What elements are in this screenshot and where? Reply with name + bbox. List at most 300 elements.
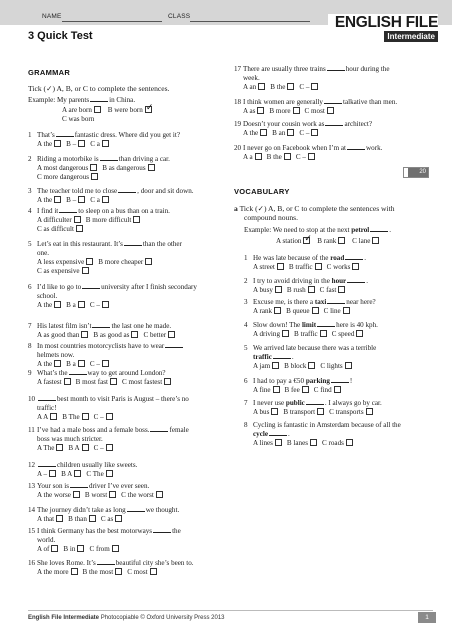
answer-blank: [306, 399, 324, 405]
question-text: I had to pay a €50: [253, 377, 305, 385]
vocab-question-line: [244, 421, 401, 430]
answer-blank: [273, 353, 291, 359]
vocabulary-instruction: [234, 204, 395, 213]
options-row: [37, 164, 160, 173]
option-a: A difficulter: [37, 216, 72, 224]
option-c: C find: [313, 386, 332, 394]
checkbox-c[interactable]: [334, 386, 341, 393]
question-line: [37, 351, 74, 360]
options-row: [37, 444, 118, 453]
question-text: I never go on Facebook when I’m at: [243, 144, 347, 152]
checkbox-b[interactable]: [78, 301, 85, 308]
option-b: B rush: [286, 286, 306, 294]
question-text-after: .: [287, 430, 290, 438]
checkbox-b[interactable]: [320, 330, 327, 337]
checkbox-a[interactable]: [54, 140, 61, 147]
checkbox-c[interactable]: [352, 263, 359, 270]
answer-blank: [347, 277, 365, 283]
checkbox-a[interactable]: [275, 286, 282, 293]
question-text: We arrived late because there was a terrible: [253, 344, 377, 352]
question-line: [37, 536, 55, 545]
question-number: 6: [28, 283, 32, 291]
question-text: traffic!: [37, 404, 57, 412]
options-row: [37, 301, 114, 310]
option-b: B A: [61, 470, 73, 478]
checkbox-c[interactable]: [168, 331, 175, 338]
instruction-line-1: Tick (✓) A, B, or C to complete the sentences with: [239, 204, 395, 213]
checkbox-b[interactable]: [308, 362, 315, 369]
option-b: B than: [68, 515, 87, 523]
question-line: [28, 283, 197, 292]
checkbox-c[interactable]: [115, 515, 122, 522]
question-text-after: to sleep on a bus than on a train.: [78, 207, 170, 215]
checkbox-a[interactable]: [86, 258, 93, 265]
question-text: school.: [37, 292, 58, 300]
question-text: I think women are generally: [243, 98, 323, 106]
checkbox-a[interactable]: [54, 196, 61, 203]
options-row: [253, 408, 378, 417]
question-text: one.: [37, 249, 50, 257]
question-text-after: near here?: [346, 298, 376, 306]
score-box: 20: [408, 168, 428, 177]
option-c: C from: [89, 545, 110, 553]
options-row: [37, 216, 145, 225]
option-c: C most: [127, 568, 148, 576]
answer-blank: [269, 430, 287, 436]
option-c: C better: [143, 331, 167, 339]
option-a: A fine: [253, 386, 271, 394]
option-b: B –: [66, 196, 77, 204]
question-text: The journey didn’t take as long: [37, 506, 126, 514]
checkbox-b[interactable]: [310, 439, 317, 446]
question-line: [234, 98, 397, 107]
option-b: B worst: [84, 491, 108, 499]
question-line: [28, 527, 181, 536]
option-a: A jam: [253, 362, 271, 370]
question-number: 6: [244, 377, 248, 385]
question-text-after: beautiful city she’s been to.: [115, 559, 194, 567]
checkbox-c[interactable]: [311, 83, 318, 90]
question-text-after: . I always go by car.: [324, 399, 382, 407]
option-c: C was born: [62, 115, 95, 123]
checkbox-a[interactable]: [94, 106, 101, 113]
grammar-example-option-c: [62, 115, 108, 124]
checkbox-c[interactable]: [356, 330, 363, 337]
question-text-after: talkative than men.: [342, 98, 398, 106]
options-row: [37, 258, 157, 267]
checkbox-b[interactable]: [82, 444, 89, 451]
option-a: A The: [37, 444, 55, 452]
checkbox-c[interactable]: [102, 196, 109, 203]
checkbox-b[interactable]: [133, 216, 140, 223]
checkbox-a[interactable]: [271, 408, 278, 415]
question-text: helmets now.: [37, 351, 75, 359]
checkbox-a[interactable]: [64, 378, 71, 385]
grammar-example: [28, 96, 135, 105]
question-line: [28, 426, 189, 435]
checkbox-b[interactable]: [287, 129, 294, 136]
options-row: [253, 307, 355, 316]
checkbox-b[interactable]: [284, 153, 291, 160]
option-c: C roads: [322, 439, 344, 447]
question-number: 11: [28, 426, 35, 434]
checkbox-c[interactable]: [91, 173, 98, 180]
checkbox-b[interactable]: [110, 378, 117, 385]
option-b: B a: [66, 301, 76, 309]
option-b: B more: [269, 107, 291, 115]
checkbox-b[interactable]: [293, 107, 300, 114]
answer-blank: [127, 506, 145, 512]
checkbox-c[interactable]: [311, 129, 318, 136]
checkbox-c[interactable]: [102, 140, 109, 147]
question-text-after: children usually like sweets.: [57, 461, 138, 469]
option-b: B traffic: [288, 263, 313, 271]
option-c: C –: [295, 153, 306, 161]
answer-blank: [150, 426, 168, 432]
checkbox-a[interactable]: [90, 164, 97, 171]
compound-first-word: limit: [301, 321, 317, 329]
question-text-after: the: [172, 527, 181, 535]
question-number: 8: [244, 421, 248, 429]
option-a: A an: [243, 83, 257, 91]
question-number: 14: [28, 506, 36, 514]
vocab-question-line: [244, 277, 368, 286]
option-b: B more difficult: [85, 216, 132, 224]
option-c: C line: [323, 307, 341, 315]
options-row: [253, 263, 364, 272]
option-c: C as expensive: [37, 267, 80, 275]
options-row: [37, 378, 176, 387]
question-line: [28, 342, 184, 351]
option-a: A the: [37, 140, 53, 148]
checkbox-c[interactable]: [366, 408, 373, 415]
option-c: C most fastest: [121, 378, 163, 386]
option-a: A fastest: [37, 378, 62, 386]
checkbox-a[interactable]: [54, 301, 61, 308]
question-text-after: !: [349, 377, 353, 385]
compound-first-word: parking: [305, 377, 330, 385]
question-text: What’s the: [37, 369, 68, 377]
option-c: C as difficult: [37, 225, 74, 233]
question-text: He was late because of the: [253, 254, 329, 262]
checkbox-b[interactable]: [109, 491, 116, 498]
option-a: A that: [37, 515, 55, 523]
page-number: 1: [418, 612, 436, 623]
checkbox-b[interactable]: [89, 515, 96, 522]
answer-blank: [331, 377, 349, 383]
checkbox-b[interactable]: [287, 83, 294, 90]
checkbox-b[interactable]: [115, 568, 122, 575]
vocab-question-line: [244, 399, 382, 408]
question-text-after: than driving a car.: [118, 155, 170, 163]
question-number: 9: [28, 369, 32, 377]
checkbox-b[interactable]: [77, 545, 84, 552]
option-c: C a: [90, 140, 100, 148]
checkbox-b[interactable]: [315, 263, 322, 270]
option-b: B an: [272, 129, 286, 137]
checkbox-b[interactable]: [312, 307, 319, 314]
question-line: [28, 482, 149, 491]
vocabulary-example: Example: We need to stop at the next petrol .: [244, 226, 392, 234]
example-text: My parents: [56, 96, 90, 104]
option-c: C more dangerous: [37, 173, 90, 181]
options-row: [253, 439, 358, 448]
checkbox-a[interactable]: [71, 568, 78, 575]
question-number: 2: [244, 277, 248, 285]
question-line: [37, 435, 103, 444]
vocab-question-line-2: [253, 353, 294, 362]
option-a: A A: [37, 413, 49, 421]
checkbox-b[interactable]: [338, 237, 345, 244]
footer-divider: [28, 610, 433, 611]
question-text: Let’s eat in this restaurant. It’s: [37, 240, 123, 248]
checkbox-c[interactable]: [106, 470, 113, 477]
checkbox-a[interactable]: [73, 491, 80, 498]
checkbox-a[interactable]: [282, 330, 289, 337]
option-b: B as good as: [93, 331, 130, 339]
option-a: A rank: [253, 307, 273, 315]
checkbox-c[interactable]: [106, 413, 113, 420]
question-text-after: than the other: [142, 240, 182, 248]
question-text: Your son is: [37, 482, 70, 490]
option-b: B A: [68, 444, 80, 452]
options-row: [253, 386, 346, 395]
footer-copyright: Photocopiable © Oxford University Press 2013: [100, 615, 225, 621]
answer-blank: [327, 65, 345, 71]
question-number: 16: [28, 559, 36, 567]
option-c: C –: [93, 444, 104, 452]
checkbox-b[interactable]: [308, 286, 315, 293]
option-a: A as good than: [37, 331, 80, 339]
checkbox-c[interactable]: [82, 267, 89, 274]
question-text-after: driver I’ve ever seen.: [89, 482, 150, 490]
checkbox-b[interactable]: [317, 408, 324, 415]
question-line: [234, 120, 372, 129]
option-a: A of: [37, 545, 50, 553]
checkbox-a[interactable]: [257, 107, 264, 114]
vocabulary-example-options: [276, 237, 384, 246]
question-line: [28, 461, 137, 470]
checkbox-c[interactable]: [372, 237, 379, 244]
option-c: C The: [86, 470, 104, 478]
checkbox-a[interactable]: [49, 470, 56, 477]
option-a: A busy: [253, 286, 273, 294]
checkbox-b[interactable]: [131, 331, 138, 338]
options-row: [37, 196, 114, 205]
answer-blank: [97, 559, 115, 565]
question-number: 20: [234, 144, 242, 152]
answer-blank: [345, 254, 363, 260]
question-line: [28, 322, 171, 331]
checkbox-b-ticked[interactable]: [145, 106, 152, 113]
grammar-heading: GRAMMAR: [28, 68, 71, 77]
options-row: [37, 515, 127, 524]
options-row: [37, 545, 124, 554]
question-number: 1: [244, 254, 248, 262]
option-c: C as: [100, 515, 114, 523]
checkbox-a[interactable]: [273, 386, 280, 393]
vocab-question-line: [244, 377, 352, 386]
question-line: [243, 74, 260, 83]
question-number: 5: [244, 344, 248, 352]
checkbox-b[interactable]: [78, 360, 85, 367]
question-text: She loves Rome. It’s: [37, 559, 96, 567]
option-a: A bus: [253, 408, 270, 416]
option-c: C a: [90, 196, 100, 204]
checkbox-b[interactable]: [145, 258, 152, 265]
checkbox-b[interactable]: [78, 196, 85, 203]
option-c: C transports: [329, 408, 364, 416]
checkbox-a[interactable]: [56, 444, 63, 451]
checkbox-c[interactable]: [164, 378, 171, 385]
checkbox-c[interactable]: [76, 225, 83, 232]
name-label: NAME: [42, 13, 62, 20]
checkbox-a[interactable]: [74, 216, 81, 223]
answer-blank: [317, 321, 335, 327]
option-c: C lights: [320, 362, 343, 370]
option-a: A street: [253, 263, 275, 271]
vocabulary-instruction-2: compound nouns.: [244, 213, 298, 222]
question-text-after: female: [169, 426, 189, 434]
brand-logo: [328, 14, 438, 44]
question-text: Slow down! The: [253, 321, 301, 329]
question-text-after: university after I finish secondary: [101, 283, 197, 291]
name-field-line: [62, 21, 162, 22]
options-row: [37, 140, 114, 149]
checkbox-b[interactable]: [78, 140, 85, 147]
checkbox-c[interactable]: [112, 545, 119, 552]
checkbox-a[interactable]: [260, 129, 267, 136]
checkbox-a-ticked[interactable]: [303, 237, 310, 244]
question-text: His latest film isn’t: [37, 322, 92, 330]
options-row: [37, 470, 118, 479]
answer-blank: [38, 395, 56, 401]
question-number: 2: [28, 155, 32, 163]
question-text: There are usually three trains: [243, 65, 326, 73]
checkbox-a[interactable]: [272, 362, 279, 369]
option-b: B –: [66, 140, 77, 148]
question-line: [37, 404, 57, 413]
checkbox-a[interactable]: [274, 307, 281, 314]
checkbox-c[interactable]: [102, 360, 109, 367]
question-text-after: the last one he made.: [111, 322, 172, 330]
checkbox-c[interactable]: [345, 362, 352, 369]
checkbox-b[interactable]: [82, 413, 89, 420]
options-row: [253, 362, 357, 371]
option-b: B the: [270, 83, 286, 91]
option-c: C –: [299, 129, 310, 137]
compound-first-word: taxi: [314, 298, 327, 306]
checkbox-b[interactable]: [74, 470, 81, 477]
brand-title: ENGLISH FILE: [334, 14, 438, 31]
question-number: 7: [28, 322, 32, 330]
question-number: 4: [28, 207, 32, 215]
question-text: I think Germany has the best motorways: [37, 527, 153, 535]
checkbox-c[interactable]: [327, 107, 334, 114]
checkbox-a[interactable]: [81, 331, 88, 338]
question-number: 5: [28, 240, 32, 248]
checkbox-a[interactable]: [51, 545, 58, 552]
question-text: That’s: [37, 131, 55, 139]
checkbox-c[interactable]: [346, 439, 353, 446]
option-a: A a: [243, 153, 253, 161]
option-b: B as dangerous: [102, 164, 146, 172]
checkbox-c[interactable]: [338, 286, 345, 293]
option-a: A the more: [37, 568, 69, 576]
option-a: A the worse: [37, 491, 71, 499]
option-b: B transport: [283, 408, 316, 416]
question-number: 1: [28, 131, 32, 139]
question-line: [28, 187, 194, 196]
option-b: B rank: [317, 237, 337, 245]
checkbox-c[interactable]: [308, 153, 315, 160]
checkbox-a[interactable]: [56, 515, 63, 522]
part-letter: a: [234, 204, 238, 213]
footer-book: English File Intermediate: [28, 615, 100, 621]
checkbox-b[interactable]: [302, 386, 309, 393]
answer-blank: [153, 527, 171, 533]
brand-level: Intermediate: [384, 31, 438, 42]
compound-first-word: traffic: [253, 353, 272, 361]
example-text-after: in China.: [109, 96, 136, 104]
option-c: C –: [89, 360, 100, 368]
checkbox-b[interactable]: [148, 164, 155, 171]
question-line: [28, 131, 180, 140]
footer: [28, 615, 225, 621]
compound-first-word: hour: [331, 277, 347, 285]
question-text-after: work.: [366, 144, 383, 152]
question-text-after: here is 40 kph.: [336, 321, 378, 329]
checkbox-a[interactable]: [50, 413, 57, 420]
checkbox-c[interactable]: [106, 444, 113, 451]
example-text: We need to stop at the next: [272, 226, 350, 234]
checkbox-c[interactable]: [343, 307, 350, 314]
question-line: [37, 292, 57, 301]
question-number: 13: [28, 482, 36, 490]
question-number: 8: [28, 342, 32, 350]
option-b: B lanes: [286, 439, 308, 447]
checkbox-c[interactable]: [156, 491, 163, 498]
checkbox-a[interactable]: [258, 83, 265, 90]
question-line: [28, 155, 170, 164]
option-b: B fee: [284, 386, 300, 394]
question-text-after: way to get around London?: [87, 369, 166, 377]
checkbox-a[interactable]: [255, 153, 262, 160]
checkbox-c[interactable]: [102, 301, 109, 308]
question-text-after: we thought.: [145, 506, 180, 514]
question-number: 18: [234, 98, 242, 106]
question-number: 10: [28, 395, 36, 403]
answer-blank: [165, 342, 183, 348]
checkbox-a[interactable]: [54, 360, 61, 367]
question-text-after: , door and sit down.: [137, 187, 194, 195]
options-row: [243, 83, 323, 92]
checkbox-c[interactable]: [150, 568, 157, 575]
answer-blank: [325, 120, 343, 126]
question-text: I’d like to go to: [37, 283, 82, 291]
question-text-after: architect?: [344, 120, 373, 128]
question-number: 4: [244, 321, 248, 329]
options-row: [37, 173, 103, 182]
checkbox-a[interactable]: [275, 439, 282, 446]
option-c: C the worst: [121, 491, 154, 499]
checkbox-a[interactable]: [277, 263, 284, 270]
question-number: 7: [244, 399, 248, 407]
question-text: I find it: [37, 207, 59, 215]
answer-blank: [124, 240, 142, 246]
question-text: I try to avoid driving in the: [253, 277, 330, 285]
vocab-question-line-2: [253, 430, 290, 439]
